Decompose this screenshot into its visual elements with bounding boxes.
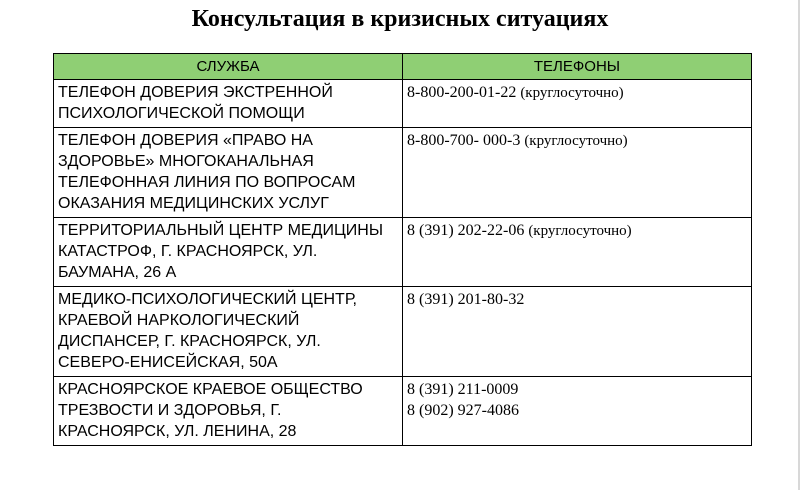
- phone-line: [407, 130, 747, 152]
- service-cell: ТЕРРИТОРИАЛЬНЫЙ ЦЕНТР МЕДИЦИНЫ КАТАСТРОФ, Г. КРАСНОЯРСК, УЛ. БАУМАНА, 26 А: [54, 218, 403, 287]
- service-cell: ТЕЛЕФОН ДОВЕРИЯ ЭКСТРЕННОЙ ПСИХОЛОГИЧЕСКОЙ ПОМОЩИ: [54, 80, 403, 128]
- table-header-row: [54, 54, 752, 80]
- service-cell: ТЕЛЕФОН ДОВЕРИЯ «ПРАВО НА ЗДОРОВЬЕ» МНОГОКАНАЛЬНАЯ ТЕЛЕФОННАЯ ЛИНИЯ ПО ВОПРОСАМ ОКАЗАНИЯ МЕДИЦИНСКИХ УСЛУГ: [54, 128, 403, 218]
- phone-note: (круглосуточно): [528, 223, 632, 239]
- phone-number: 8 (391) 202-22-06: [407, 222, 525, 239]
- phone-number: 8 (391) 211-0009: [407, 381, 519, 398]
- table-row: [54, 287, 752, 377]
- phone-line: [407, 289, 747, 310]
- phone-note: (круглосуточно): [524, 133, 628, 149]
- phone-number: 8-800-200-01-22: [407, 84, 517, 101]
- table-row: [54, 218, 752, 287]
- phone-number: 8 (391) 201-80-32: [407, 291, 525, 308]
- table-body: [54, 80, 752, 446]
- phone-number: 8 (902) 927-4086: [407, 402, 519, 419]
- phones-cell: [403, 287, 752, 377]
- phones-cell: [403, 80, 752, 128]
- service-cell: МЕДИКО-ПСИХОЛОГИЧЕСКИЙ ЦЕНТР, КРАЕВОЙ НАРКОЛОГИЧЕСКИЙ ДИСПАНСЕР, Г. КРАСНОЯРСК, УЛ. СЕВЕРО-ЕНИСЕЙСКАЯ, 50А: [54, 287, 403, 377]
- phone-line: [407, 379, 747, 400]
- phones-cell: [403, 218, 752, 287]
- phones-cell: [403, 128, 752, 218]
- table-row: [54, 128, 752, 218]
- phone-line: [407, 82, 747, 104]
- column-header-service: СЛУЖБА: [54, 54, 403, 80]
- crisis-contacts-table: [53, 53, 752, 446]
- phones-cell: [403, 377, 752, 446]
- phone-note: (круглосуточно): [520, 85, 624, 101]
- phone-line: [407, 400, 747, 421]
- phone-line: [407, 220, 747, 242]
- service-cell: КРАСНОЯРСКОЕ КРАЕВОЕ ОБЩЕСТВО ТРЕЗВОСТИ И ЗДОРОВЬЯ, Г. КРАСНОЯРСК, УЛ. ЛЕНИНА, 28: [54, 377, 403, 446]
- table-row: [54, 377, 752, 446]
- table-row: [54, 80, 752, 128]
- column-header-phones: ТЕЛЕФОНЫ: [403, 54, 752, 80]
- phone-number: 8-800-700- 000-3: [407, 132, 521, 149]
- page-title: Консультация в кризисных ситуациях: [191, 6, 609, 32]
